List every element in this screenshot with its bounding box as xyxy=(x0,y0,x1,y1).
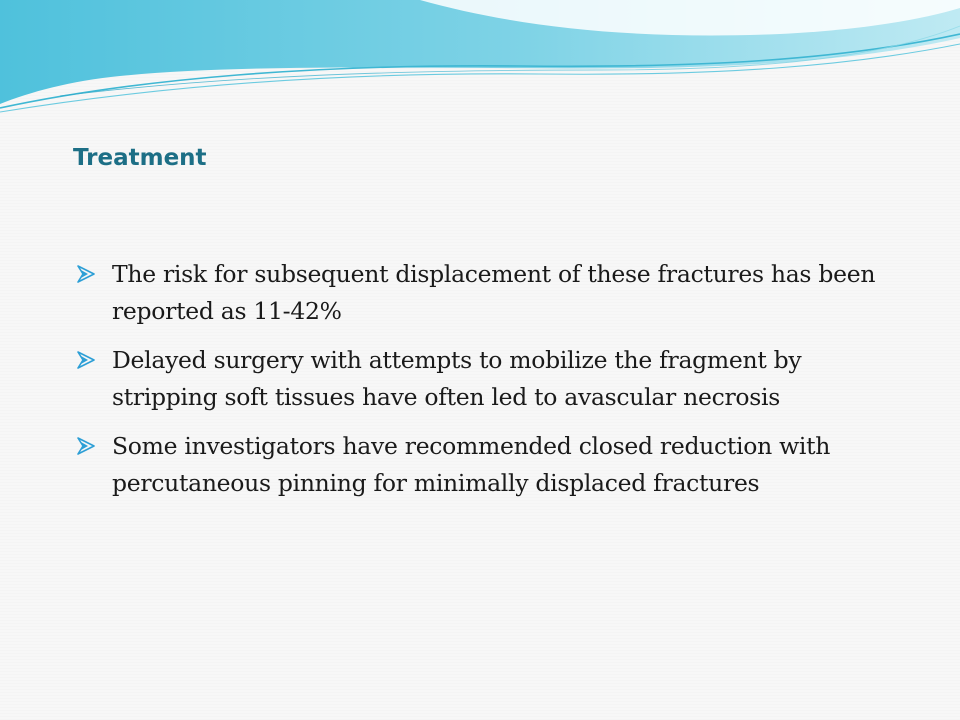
bullet-text: Some investigators have recommended closed reduction with percutaneous pinning for minimally displaced fractures xyxy=(112,432,831,497)
bullet-text: Delayed surgery with attempts to mobilize the fragment by stripping soft tissues have often led to avascular necrosis xyxy=(112,346,802,411)
arrow-right-bullet-icon xyxy=(76,351,96,369)
bullet-text: The risk for subsequent displacement of these fractures has been reported as 11-42% xyxy=(112,260,876,325)
bullet-item xyxy=(76,256,896,330)
slide-title: Treatment xyxy=(73,145,207,171)
arrow-right-bullet-icon xyxy=(76,437,96,455)
header-wave-decoration xyxy=(0,0,960,120)
bullet-item xyxy=(76,428,896,502)
bullet-list xyxy=(76,256,896,514)
bullet-item xyxy=(76,342,896,416)
arrow-right-bullet-icon xyxy=(76,265,96,283)
